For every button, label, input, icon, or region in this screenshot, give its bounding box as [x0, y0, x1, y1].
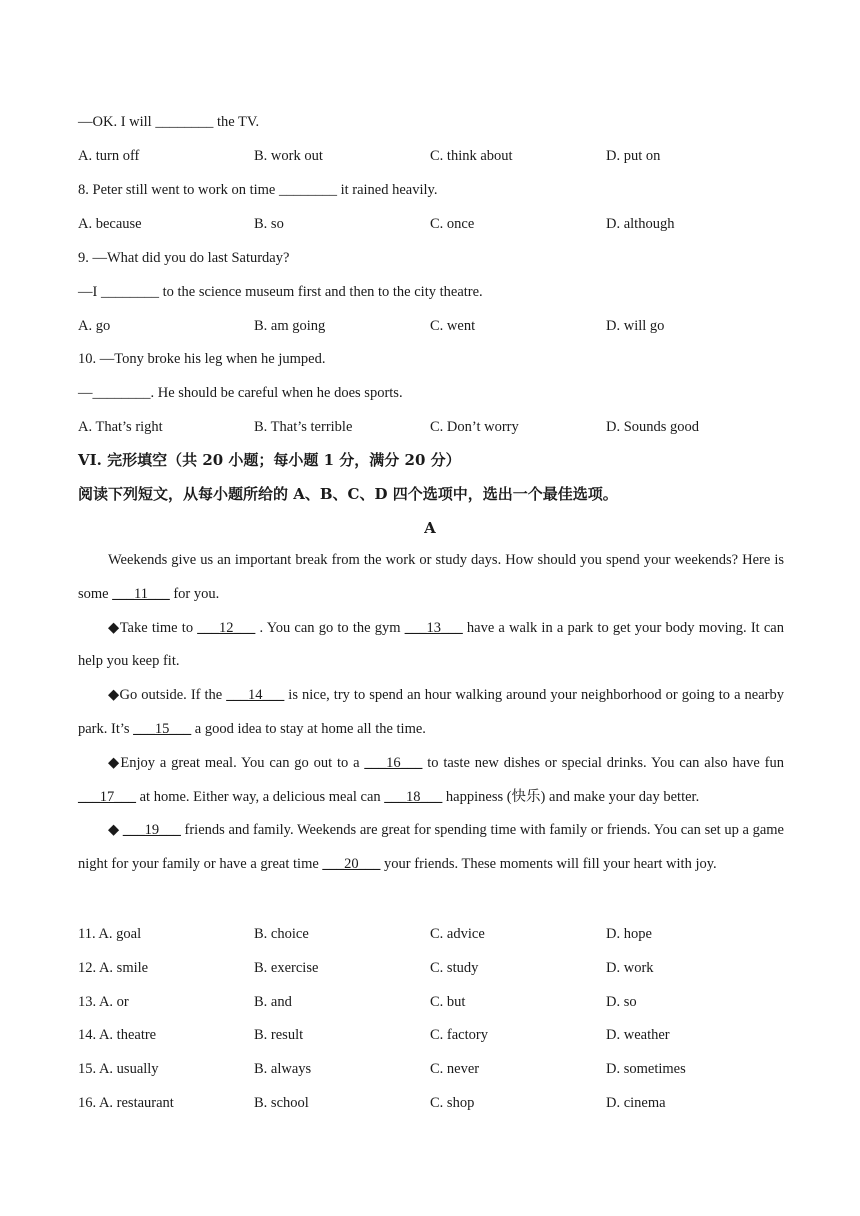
question-13-options — [78, 993, 778, 1011]
option-c: C. went — [430, 318, 476, 334]
option-b: B. work out — [254, 148, 323, 164]
blank-19: ___19___ — [122, 822, 181, 839]
option-d: D. sometimes — [606, 1061, 686, 1077]
passage-paragraph-2: ◆Take time to ___12___ . You can go to the gym ___13___ have a walk in a park to get your body moving. It can help you keep fit. — [78, 619, 784, 670]
option-c: C. factory — [430, 1027, 488, 1043]
option-a: 14. A. theatre — [78, 1027, 157, 1043]
blank-12: ___12___ — [197, 619, 256, 636]
option-b: B. always — [254, 1061, 312, 1077]
option-b: B. so — [254, 216, 284, 232]
option-a: A. go — [78, 318, 111, 334]
passage-paragraph-1: Weekends give us an important break from the work or study days. How should you spend your weekends? Here is some ___11___ for you. — [78, 552, 784, 602]
option-d: D. Sounds good — [606, 419, 700, 435]
passage-paragraph-5: ◆ ___19___ friends and family. Weekends are great for spending time with family or friends. You can set up a game night for your family or have a great time ___20___ your friends. These moments will fill your heart with joy. — [78, 822, 784, 873]
option-c: C. once — [430, 216, 475, 232]
option-d: D. so — [606, 994, 637, 1010]
question-12-options — [78, 959, 778, 977]
section-instruction: 阅读下列短文，从每小题所给的 A、B、C、D 四个选项中，选出一个最佳选项。 — [78, 485, 618, 503]
question-7-stem-reply: —OK. I will ________ the TV. — [78, 114, 260, 130]
passage-paragraph-3: ◆Go outside. If the ___14___ is nice, try to spend an hour walking around your neighborhood or going to a nearby park. It’s ___15___ a good idea to stay at home all the time. — [78, 687, 784, 737]
option-a: 13. A. or — [78, 994, 129, 1010]
option-b: B. school — [254, 1095, 309, 1111]
question-8-stem: 8. Peter still went to work on time ________ it rained heavily. — [78, 182, 438, 198]
blank-16: ___16___ — [364, 754, 423, 771]
option-b: B. result — [254, 1027, 304, 1043]
option-b: B. am going — [254, 318, 326, 334]
passage-paragraph-4: ◆Enjoy a great meal. You can go out to a ___16___ to taste new dishes or special drinks. You can also have fun ___17___ at home. Either way, a delicious meal can ___18___ happiness (快乐) and make your day better. — [78, 754, 784, 805]
option-d: D. weather — [606, 1027, 670, 1043]
option-a: 11. A. goal — [78, 926, 142, 942]
option-b: B. choice — [254, 926, 309, 942]
question-10-options — [78, 418, 778, 436]
question-10-reply: —________. He should be careful when he does sports. — [78, 385, 403, 401]
passage-title: A — [424, 519, 436, 537]
option-c: C. Don’t worry — [430, 419, 519, 435]
option-d: D. work — [606, 960, 654, 976]
option-a: A. because — [78, 216, 142, 232]
option-d: D. cinema — [606, 1095, 666, 1111]
question-10-stem: 10. —Tony broke his leg when he jumped. — [78, 351, 326, 367]
blank-18: ___18___ — [384, 788, 443, 805]
question-11-options — [78, 925, 778, 943]
option-a: A. That’s right — [78, 419, 163, 435]
option-c: C. think about — [430, 148, 513, 164]
question-9-reply: —I ________ to the science museum first and then to the city theatre. — [78, 284, 483, 300]
option-b: B. That’s terrible — [254, 419, 353, 435]
question-9-options — [78, 317, 778, 335]
option-c: C. study — [430, 960, 479, 976]
question-8-options — [78, 215, 778, 233]
option-c: C. shop — [430, 1095, 475, 1111]
blank-20: ___20___ — [322, 856, 381, 873]
option-b: B. exercise — [254, 960, 319, 976]
option-c: C. advice — [430, 926, 485, 942]
option-c: C. but — [430, 994, 466, 1010]
question-9-stem: 9. —What did you do last Saturday? — [78, 250, 290, 266]
blank-17: ___17___ — [78, 788, 136, 805]
option-d: D. although — [606, 216, 675, 232]
option-c: C. never — [430, 1061, 480, 1077]
option-b: B. and — [254, 994, 292, 1010]
option-d: D. will go — [606, 318, 665, 334]
section-heading: VI. 完形填空（共 20 小题；每小题 1 分，满分 20 分） — [78, 451, 461, 469]
question-15-options — [78, 1060, 778, 1078]
option-d: D. hope — [606, 926, 652, 942]
option-a: 16. A. restaurant — [78, 1095, 174, 1111]
blank-14: ___14___ — [226, 687, 285, 704]
question-16-options — [78, 1094, 778, 1112]
option-a: A. turn off — [78, 148, 140, 164]
option-a: 15. A. usually — [78, 1061, 159, 1077]
question-14-options — [78, 1026, 778, 1044]
option-a: 12. A. smile — [78, 960, 149, 976]
question-7-options — [78, 147, 778, 165]
blank-15: ___15___ — [133, 720, 192, 737]
cloze-passage — [78, 544, 784, 882]
blank-13: ___13___ — [404, 619, 463, 636]
blank-11: ___11___ — [112, 585, 170, 602]
option-d: D. put on — [606, 148, 661, 164]
